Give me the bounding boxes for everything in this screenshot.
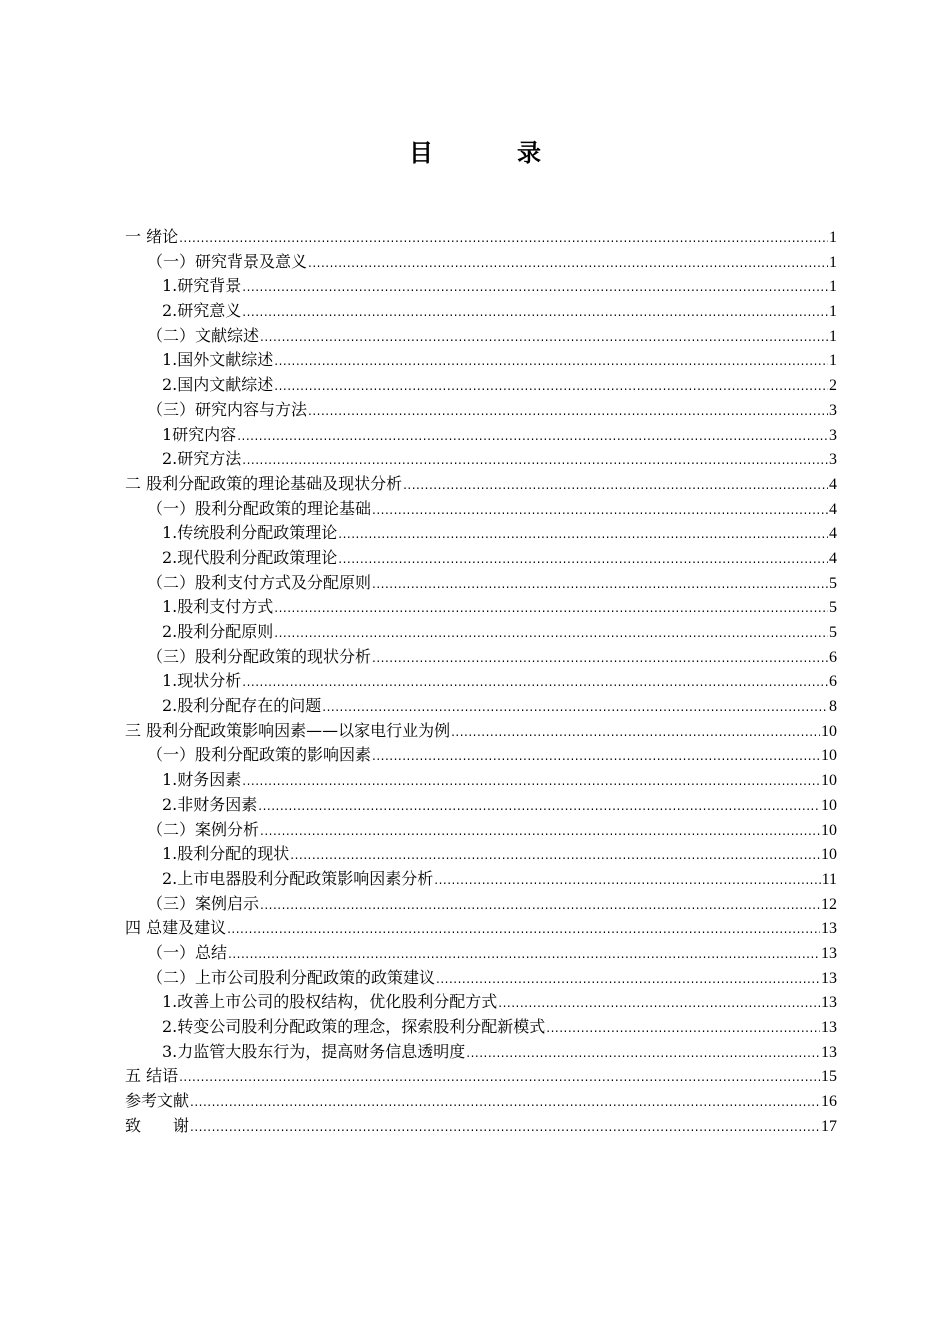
toc-entry[interactable]	[125, 250, 837, 275]
toc-page-number: 10	[821, 796, 837, 814]
toc-entry[interactable]	[125, 348, 837, 373]
toc-page-number: 11	[821, 870, 837, 888]
toc-entry[interactable]	[125, 521, 837, 546]
toc-page-number: 13	[821, 994, 837, 1012]
toc-entry[interactable]	[125, 916, 837, 941]
dot-leader	[260, 325, 828, 350]
toc-entry-label: （一）总结	[147, 942, 228, 962]
toc-entry[interactable]	[125, 1040, 837, 1065]
toc-entry-label: 三 股利分配政策影响因素——以家电行业为例	[125, 720, 451, 740]
toc-entry-label: （二）案例分析	[147, 819, 260, 839]
toc-entry[interactable]	[125, 620, 837, 645]
toc-page-number: 16	[821, 1093, 837, 1111]
toc-entry-label: 1.研究背景	[162, 276, 242, 296]
toc-page-number: 5	[829, 624, 837, 641]
toc-entry[interactable]	[125, 324, 837, 349]
dot-leader	[274, 596, 828, 621]
dot-leader	[242, 275, 828, 300]
toc-entry[interactable]	[125, 645, 837, 670]
toc-entry-label: 2.研究意义	[162, 301, 242, 321]
page-title: 目 录	[409, 139, 571, 167]
toc-page-number: 1	[829, 253, 837, 271]
dot-leader	[237, 424, 828, 449]
dot-leader	[258, 794, 820, 819]
toc-entry[interactable]	[125, 867, 837, 892]
toc-entry[interactable]	[125, 990, 837, 1015]
toc-entry-label: （一）股利分配政策的影响因素	[147, 745, 372, 765]
toc-entry[interactable]	[125, 472, 837, 497]
toc-entry-label: 一 绪论	[125, 227, 179, 246]
toc-entry[interactable]	[125, 941, 837, 966]
toc-entry[interactable]	[125, 595, 837, 620]
toc-entry[interactable]	[125, 546, 837, 571]
toc-page-number: 4	[829, 549, 837, 567]
toc-entry-label: 1.传统股利分配政策理论	[162, 523, 338, 543]
dot-leader	[403, 473, 828, 498]
toc-entry-label: 五 结语	[125, 1066, 179, 1086]
toc-entry-label: 2.研究方法	[162, 449, 242, 469]
toc-entry-label: （三）股利分配政策的现状分析	[147, 646, 372, 666]
toc-page-number: 3	[829, 401, 837, 419]
dot-leader	[274, 621, 828, 646]
toc-entry-label: （二）股利支付方式及分配原则	[147, 572, 372, 592]
toc-page-number: 17	[821, 1117, 837, 1135]
dot-leader	[451, 720, 820, 745]
toc-entry-label: 2.非财务因素	[162, 794, 258, 814]
toc-entry-label: （二）文献综述	[147, 325, 260, 345]
toc-entry[interactable]	[125, 694, 837, 719]
toc-entry-label: 1.财务因素	[162, 770, 242, 790]
toc-page-number: 10	[821, 821, 837, 839]
toc-entry[interactable]	[125, 1064, 837, 1089]
toc-entry[interactable]	[125, 1089, 837, 1114]
toc-page-number: 8	[829, 698, 837, 716]
toc-page-number: 6	[829, 648, 837, 666]
toc-entry-label: （三）案例启示	[147, 893, 260, 913]
table-of-contents	[125, 225, 837, 1138]
dot-leader	[274, 349, 828, 374]
dot-leader	[179, 226, 828, 251]
toc-page-number: 12	[821, 895, 837, 913]
toc-entry-label: 2.现代股利分配政策理论	[162, 547, 338, 567]
toc-entry[interactable]	[125, 423, 837, 448]
toc-entry[interactable]	[125, 818, 837, 843]
toc-entry[interactable]	[125, 1114, 837, 1139]
toc-page-number: 1	[829, 303, 837, 321]
toc-entry[interactable]	[125, 892, 837, 917]
dot-leader	[260, 893, 820, 918]
toc-page-number: 4	[829, 525, 837, 543]
toc-page-number: 13	[821, 920, 837, 938]
dot-leader	[308, 399, 828, 424]
toc-entry-label: 1.国外文献综述	[162, 350, 274, 370]
toc-entry[interactable]	[125, 1015, 837, 1040]
toc-page-number: 3	[829, 426, 837, 444]
toc-page-number: 1	[829, 229, 837, 246]
toc-entry-label: 2.股利分配原则	[162, 622, 274, 641]
toc-page-number: 10	[821, 846, 837, 864]
toc-entry-label: 2.股利分配存在的问题	[162, 696, 322, 716]
dot-leader	[546, 1016, 820, 1041]
toc-page-number: 4	[829, 500, 837, 518]
toc-entry[interactable]	[125, 497, 837, 522]
dot-leader	[242, 448, 828, 473]
toc-page-number: 13	[821, 969, 837, 987]
dot-leader	[242, 769, 820, 794]
toc-page-number: 13	[821, 944, 837, 962]
toc-page-number: 2	[829, 377, 837, 395]
dot-leader	[227, 917, 820, 942]
toc-entry-label: 四 总建及建议	[125, 918, 227, 938]
toc-page-number: 6	[829, 673, 837, 691]
toc-entry-label: 1研究内容	[162, 424, 237, 444]
toc-entry[interactable]	[125, 274, 837, 299]
dot-leader	[228, 942, 820, 967]
toc-entry[interactable]	[125, 669, 837, 694]
toc-entry[interactable]	[125, 373, 837, 398]
dot-leader	[434, 868, 820, 893]
dot-leader	[190, 1115, 820, 1140]
dot-leader	[338, 522, 828, 547]
toc-entry-label: （一）股利分配政策的理论基础	[147, 498, 372, 518]
toc-entry-label: 3.力监管大股东行为，提高财务信息透明度	[162, 1041, 466, 1061]
toc-entry-label: 1.股利支付方式	[162, 597, 274, 617]
dot-leader	[436, 967, 820, 992]
dot-leader	[242, 670, 828, 695]
toc-page-number: 10	[821, 772, 837, 790]
dot-leader	[274, 374, 828, 399]
toc-page-number: 10	[821, 747, 837, 765]
toc-page-number: 10	[821, 722, 837, 740]
toc-entry[interactable]	[125, 398, 837, 423]
toc-entry-label: 1.股利分配的现状	[162, 844, 290, 864]
dot-leader	[322, 695, 828, 720]
dot-leader	[260, 819, 820, 844]
toc-entry[interactable]	[125, 447, 837, 472]
toc-entry-label: 2.上市电器股利分配政策影响因素分析	[162, 868, 434, 888]
toc-entry[interactable]	[125, 842, 837, 867]
toc-entry[interactable]	[125, 299, 837, 324]
dot-leader	[179, 1065, 820, 1090]
toc-page-number: 1	[829, 327, 837, 345]
dot-leader	[372, 572, 828, 597]
toc-page-number: 13	[821, 1019, 837, 1036]
toc-entry[interactable]	[125, 966, 837, 991]
toc-entry-label: （三）研究内容与方法	[147, 399, 308, 419]
dot-leader	[372, 498, 828, 523]
toc-entry[interactable]	[125, 793, 837, 818]
toc-entry-label: 二 股利分配政策的理论基础及现状分析	[125, 473, 403, 493]
toc-entry-label: 致 谢	[125, 1115, 190, 1135]
toc-page-number: 15	[821, 1068, 837, 1086]
toc-entry[interactable]	[125, 719, 837, 744]
dot-leader	[372, 744, 820, 769]
dot-leader	[308, 251, 828, 276]
toc-entry-label: 1.改善上市公司的股权结构，优化股利分配方式	[162, 992, 498, 1012]
toc-entry[interactable]	[125, 768, 837, 793]
toc-entry-label: （一）研究背景及意义	[147, 251, 308, 271]
toc-entry-label: （二）上市公司股利分配政策的政策建议	[147, 967, 436, 987]
toc-entry[interactable]	[125, 225, 837, 250]
toc-page-number: 1	[829, 278, 837, 296]
toc-entry[interactable]	[125, 571, 837, 596]
toc-page-number: 13	[821, 1043, 837, 1061]
toc-entry[interactable]	[125, 743, 837, 768]
toc-page-number: 3	[829, 451, 837, 469]
toc-entry-label: 2.国内文献综述	[162, 375, 274, 395]
toc-entry-label: 1.现状分析	[162, 671, 242, 691]
dot-leader	[242, 300, 828, 325]
toc-page-number: 5	[829, 574, 837, 592]
dot-leader	[190, 1090, 820, 1115]
toc-page-number: 1	[829, 352, 837, 370]
dot-leader	[338, 547, 828, 572]
dot-leader	[498, 991, 820, 1016]
toc-page-number: 4	[829, 475, 837, 493]
dot-leader	[466, 1041, 820, 1066]
toc-entry-label: 参考文献	[125, 1091, 190, 1111]
toc-page-number: 5	[829, 599, 837, 617]
dot-leader	[290, 843, 820, 868]
dot-leader	[372, 646, 828, 671]
toc-entry-label: 2.转变公司股利分配政策的理念，探索股利分配新模式	[162, 1017, 546, 1036]
